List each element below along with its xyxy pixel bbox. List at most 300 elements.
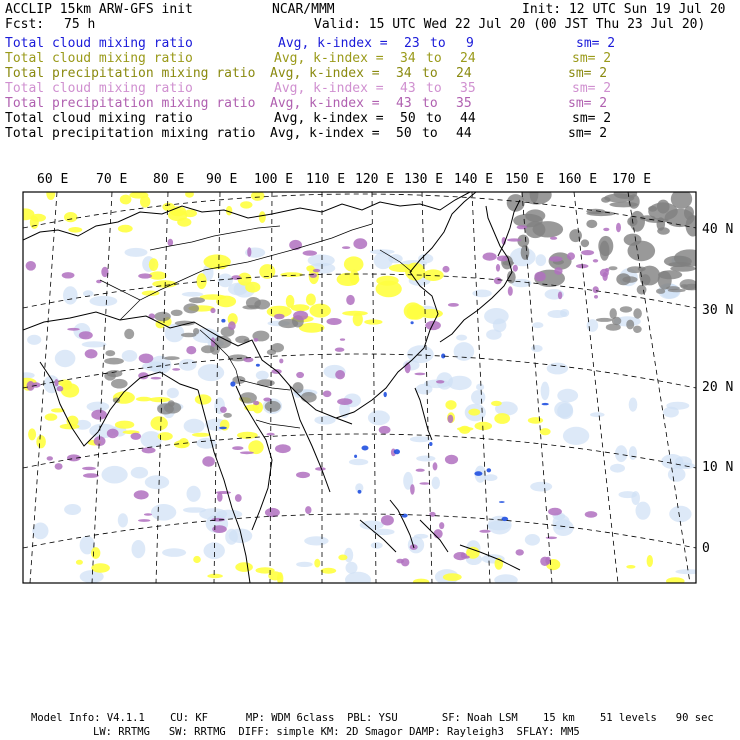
gray-field-patch <box>223 413 232 418</box>
blue-field-patch <box>354 455 357 458</box>
light-cloud-patch <box>370 249 395 254</box>
purple-field-patch <box>546 537 557 540</box>
light-cloud-patch <box>675 569 701 574</box>
purple-field-patch <box>534 272 545 282</box>
layer-smoothing: sm= 2 <box>572 51 612 66</box>
purple-field-patch <box>83 473 99 478</box>
purple-field-patch <box>293 311 308 321</box>
blue-field-patch <box>219 427 227 430</box>
purple-field-patch <box>436 380 444 383</box>
purple-field-patch <box>548 508 562 516</box>
purple-field-patch <box>496 264 500 272</box>
light-cloud-patch <box>198 364 224 381</box>
purple-field-patch <box>235 494 242 502</box>
gray-field-patch <box>171 310 183 316</box>
yellow-field-patch <box>404 302 423 319</box>
layer-k-start: 43 <box>396 96 412 111</box>
yellow-field-patch <box>64 212 77 222</box>
purple-field-patch <box>232 275 241 280</box>
blue-field-patch <box>499 501 505 503</box>
yellow-field-patch <box>36 435 46 448</box>
yellow-field-patch <box>240 201 252 208</box>
gray-field-patch <box>111 379 128 389</box>
yellow-field-patch <box>207 574 223 578</box>
purple-field-patch <box>335 370 345 379</box>
light-cloud-patch <box>140 431 161 448</box>
yellow-field-patch <box>28 428 36 440</box>
layer-k-start: 34 <box>396 66 412 81</box>
yellow-field-patch <box>46 187 55 200</box>
lat-label: 40 N <box>702 222 734 237</box>
purple-field-patch <box>410 484 415 495</box>
purple-field-patch <box>47 456 53 460</box>
purple-field-patch <box>220 407 227 413</box>
purple-field-patch <box>172 368 180 371</box>
purple-field-patch <box>274 314 285 320</box>
yellow-field-patch <box>204 254 231 269</box>
purple-field-patch <box>217 492 223 502</box>
gray-field-patch <box>609 266 618 270</box>
purple-field-patch <box>263 398 271 402</box>
purple-field-patch <box>79 331 93 339</box>
light-cloud-patch <box>368 410 390 425</box>
layer-to: to <box>422 96 438 111</box>
light-cloud-patch <box>162 548 186 557</box>
purple-field-patch <box>323 391 332 398</box>
lon-label: 80 E <box>153 172 185 187</box>
light-cloud-patch <box>360 521 384 530</box>
purple-field-patch <box>550 237 557 240</box>
lon-label: 130 E <box>404 172 444 187</box>
gray-field-patch <box>278 319 298 328</box>
yellow-field-patch <box>91 563 110 572</box>
yellow-field-patch <box>445 400 456 410</box>
layer-smoothing: sm= 2 <box>572 81 612 96</box>
layer-k-start: 50 <box>400 111 416 126</box>
light-cloud-patch <box>82 341 107 347</box>
layer-avg: Avg, k-index = <box>270 96 380 111</box>
gray-field-patch <box>189 297 205 303</box>
purple-field-patch <box>134 490 149 499</box>
layer-avg: Avg, k-index = <box>274 81 384 96</box>
light-cloud-patch <box>557 389 578 403</box>
yellow-field-patch <box>62 381 72 390</box>
purple-field-patch <box>151 377 162 380</box>
yellow-field-patch <box>177 218 191 227</box>
light-cloud-patch <box>131 467 148 479</box>
yellow-field-patch <box>216 296 236 308</box>
light-cloud-patch <box>418 254 433 264</box>
purple-field-patch <box>309 273 317 278</box>
purple-field-patch <box>57 386 64 391</box>
layer-to: to <box>426 111 442 126</box>
light-cloud-patch <box>118 513 128 527</box>
yellow-field-patch <box>68 227 82 233</box>
gray-field-patch <box>600 241 610 261</box>
gray-field-patch <box>610 202 638 208</box>
yellow-field-patch <box>149 258 159 271</box>
light-cloud-patch <box>349 459 368 465</box>
init-time: Init: 12 UTC Sun 19 Jul 20 <box>522 2 726 17</box>
yellow-field-patch <box>136 397 152 402</box>
light-cloud-patch <box>145 475 169 489</box>
purple-field-patch <box>346 295 355 305</box>
lon-label: 90 E <box>206 172 238 187</box>
gray-field-patch <box>626 320 634 330</box>
light-cloud-patch <box>416 456 435 462</box>
purple-field-patch <box>517 225 528 229</box>
purple-field-patch <box>448 303 459 307</box>
blue-field-patch <box>256 364 260 367</box>
lat-label: 30 N <box>702 303 734 318</box>
light-cloud-patch <box>663 407 679 418</box>
blue-field-patch <box>362 446 369 451</box>
model-title: ACCLIP 15km ARW-GFS init <box>5 2 193 17</box>
light-cloud-patch <box>256 371 269 380</box>
purple-field-patch <box>433 462 438 470</box>
gray-field-patch <box>596 318 613 322</box>
light-cloud-patch <box>132 540 146 558</box>
yellow-field-patch <box>338 555 347 561</box>
gray-field-patch <box>246 297 261 309</box>
model-info-line-2: LW: RRTMG SW: RRTMG DIFF: simple KM: 2D Smagor DAMP: Rayleigh3 SFLAY: MM5 <box>93 726 580 738</box>
purple-field-patch <box>253 401 259 405</box>
gray-field-patch <box>164 402 181 413</box>
purple-field-patch <box>139 354 154 364</box>
blue-field-patch <box>230 381 235 386</box>
gray-field-patch <box>656 289 665 294</box>
purple-field-patch <box>567 252 575 260</box>
light-cloud-patch <box>167 388 179 398</box>
light-cloud-patch <box>530 482 552 492</box>
layer-avg: Avg, k-index = <box>270 66 380 81</box>
yellow-field-patch <box>192 433 211 437</box>
light-cloud-patch <box>547 363 568 375</box>
light-cloud-patch <box>182 292 203 297</box>
lon-label: 70 E <box>96 172 128 187</box>
gray-field-patch <box>183 303 199 313</box>
yellow-field-patch <box>413 579 429 585</box>
gray-field-patch <box>624 234 642 246</box>
lat-label: 20 N <box>702 380 734 395</box>
purple-field-patch <box>558 292 562 300</box>
yellow-field-patch <box>468 409 480 416</box>
lon-label: 100 E <box>254 172 294 187</box>
purple-field-patch <box>340 338 345 340</box>
yellow-field-patch <box>321 568 336 574</box>
layer-name: Total precipitation mixing ratio <box>5 126 256 141</box>
purple-field-patch <box>186 346 196 354</box>
lon-label: 60 E <box>37 172 69 187</box>
yellow-field-patch <box>350 270 359 285</box>
light-cloud-patch <box>563 427 589 445</box>
purple-field-patch <box>296 472 310 478</box>
light-cloud-patch <box>471 390 485 404</box>
purple-field-patch <box>414 373 425 376</box>
layer-k-end: 9 <box>466 36 474 51</box>
light-cloud-patch <box>472 290 491 298</box>
blue-field-patch <box>474 471 482 476</box>
yellow-field-patch <box>193 556 201 563</box>
purple-field-patch <box>138 519 150 522</box>
purple-field-patch <box>232 446 243 450</box>
purple-field-patch <box>479 530 490 533</box>
light-cloud-patch <box>102 466 128 484</box>
layer-to: to <box>426 51 442 66</box>
light-cloud-patch <box>90 296 118 306</box>
layer-smoothing: sm= 2 <box>568 66 608 81</box>
yellow-field-patch <box>491 401 502 406</box>
light-cloud-patch <box>179 359 197 371</box>
light-cloud-patch <box>456 335 467 341</box>
gray-field-patch <box>674 249 705 266</box>
purple-field-patch <box>210 308 215 313</box>
purple-field-patch <box>439 522 444 529</box>
yellow-field-patch <box>16 208 35 220</box>
layer-avg: Avg, k-index = <box>274 51 384 66</box>
gray-field-patch <box>301 392 317 403</box>
light-cloud-patch <box>218 274 233 288</box>
layer-name: Total cloud mixing ratio <box>5 51 193 66</box>
yellow-field-patch <box>184 210 197 218</box>
purple-field-patch <box>303 250 317 255</box>
purple-field-patch <box>513 265 518 272</box>
gray-field-patch <box>503 261 515 266</box>
light-cloud-patch <box>125 248 148 257</box>
purple-field-patch <box>315 467 326 471</box>
gray-field-patch <box>154 312 170 322</box>
layer-k-start: 43 <box>400 81 416 96</box>
layer-k-end: 44 <box>456 126 472 141</box>
gray-field-patch <box>105 350 115 356</box>
purple-field-patch <box>508 286 513 296</box>
forecast-hour: 75 h <box>64 17 96 32</box>
light-cloud-patch <box>184 419 205 433</box>
gray-field-patch <box>637 285 647 295</box>
layer-k-start: 34 <box>400 51 416 66</box>
purple-field-patch <box>396 559 404 564</box>
blue-field-patch <box>429 442 432 446</box>
light-cloud-patch <box>560 309 569 317</box>
light-cloud-patch <box>388 254 402 263</box>
purple-field-patch <box>212 525 227 533</box>
layer-avg: Avg, k-index = <box>274 111 384 126</box>
light-cloud-patch <box>432 477 440 490</box>
light-cloud-patch <box>493 319 507 333</box>
light-cloud-patch <box>668 467 686 481</box>
purple-field-patch <box>327 318 342 325</box>
gray-field-patch <box>175 321 195 326</box>
purple-field-patch <box>85 349 98 358</box>
purple-field-patch <box>296 372 304 378</box>
gray-field-patch <box>686 215 701 237</box>
purple-field-patch <box>353 238 367 249</box>
blue-field-patch <box>542 403 549 405</box>
purple-field-patch <box>335 348 345 352</box>
purple-field-patch <box>416 469 425 472</box>
yellow-field-patch <box>494 413 510 424</box>
purple-field-patch <box>26 261 36 271</box>
gray-field-patch <box>293 382 304 393</box>
purple-field-patch <box>516 549 524 555</box>
yellow-field-patch <box>342 311 368 316</box>
light-cloud-patch <box>296 562 313 567</box>
yellow-field-patch <box>344 256 364 272</box>
yellow-field-patch <box>314 559 320 568</box>
gray-field-patch <box>586 220 597 228</box>
gray-field-patch <box>265 401 281 412</box>
gray-field-patch <box>657 227 670 234</box>
model-info-line-1: Model Info: V4.1.1 CU: KF MP: WDM 6class PBL: YSU SF: Noah LSM 15 km 51 levels 90 sec <box>31 712 714 724</box>
purple-field-patch <box>91 410 107 420</box>
light-cloud-patch <box>675 456 692 468</box>
purple-field-patch <box>342 246 350 249</box>
yellow-field-patch <box>158 432 173 440</box>
yellow-field-patch <box>256 567 275 573</box>
yellow-field-patch <box>115 421 134 429</box>
purple-field-patch <box>448 415 454 423</box>
layer-smoothing: sm= 2 <box>572 111 612 126</box>
light-cloud-patch <box>216 510 242 519</box>
purple-field-patch <box>379 426 391 434</box>
light-cloud-patch <box>187 486 201 502</box>
purple-field-patch <box>445 455 458 464</box>
layer-smoothing: sm= 2 <box>576 36 616 51</box>
layer-name: Total cloud mixing ratio <box>5 111 193 126</box>
layer-name: Total precipitation mixing ratio <box>5 66 256 81</box>
purple-field-patch <box>254 338 259 342</box>
layer-k-start: 23 <box>404 36 420 51</box>
lat-label: 0 <box>702 541 710 556</box>
yellow-field-patch <box>149 397 170 402</box>
gray-field-patch <box>620 306 632 312</box>
light-cloud-patch <box>183 507 206 513</box>
gray-field-patch <box>521 245 530 260</box>
lon-label: 110 E <box>306 172 346 187</box>
layer-name: Total precipitation mixing ratio <box>5 96 256 111</box>
yellow-field-patch <box>118 225 133 233</box>
light-cloud-patch <box>416 384 433 395</box>
purple-field-patch <box>507 238 521 241</box>
purple-field-patch <box>549 256 562 261</box>
light-cloud-patch <box>345 572 371 588</box>
lon-label: 120 E <box>355 172 395 187</box>
purple-field-patch <box>425 321 441 330</box>
light-cloud-patch <box>669 506 691 522</box>
yellow-field-patch <box>540 428 551 435</box>
purple-field-patch <box>107 429 119 439</box>
light-cloud-patch <box>610 464 625 473</box>
purple-field-patch <box>228 321 236 330</box>
purple-field-patch <box>540 557 549 566</box>
gray-field-patch <box>104 358 124 365</box>
layer-smoothing: sm= 2 <box>568 96 608 111</box>
yellow-field-patch <box>76 560 83 565</box>
purple-field-patch <box>616 223 621 233</box>
gray-field-patch <box>666 286 680 290</box>
light-cloud-patch <box>536 254 547 266</box>
purple-field-patch <box>461 552 466 558</box>
purple-field-patch <box>240 451 254 454</box>
light-cloud-patch <box>151 504 176 521</box>
purple-field-patch <box>585 511 598 518</box>
light-cloud-patch <box>629 398 638 412</box>
layer-to: to <box>430 36 446 51</box>
purple-field-patch <box>600 269 609 277</box>
purple-field-patch <box>593 259 598 262</box>
purple-field-patch <box>131 433 142 440</box>
yellow-field-patch <box>626 565 635 569</box>
light-cloud-patch <box>304 536 328 545</box>
purple-field-patch <box>82 467 96 470</box>
light-cloud-patch <box>410 436 431 442</box>
yellow-field-patch <box>528 417 543 424</box>
blue-field-patch <box>221 319 225 323</box>
layer-avg: Avg, k-index = <box>278 36 388 51</box>
gray-field-patch <box>107 370 123 377</box>
gray-field-patch <box>257 379 275 386</box>
blue-field-patch <box>487 468 492 472</box>
lon-label: 170 E <box>612 172 652 187</box>
blue-field-patch <box>384 392 387 397</box>
gray-field-patch <box>648 202 678 220</box>
light-cloud-patch <box>532 322 543 328</box>
purple-field-patch <box>211 337 215 347</box>
light-cloud-patch <box>308 254 335 266</box>
purple-field-patch <box>581 250 594 255</box>
yellow-field-patch <box>306 294 316 306</box>
layer-k-end: 35 <box>460 81 476 96</box>
layer-k-end: 35 <box>456 96 472 111</box>
light-cloud-patch <box>494 574 518 585</box>
purple-field-patch <box>313 269 320 272</box>
yellow-field-patch <box>45 413 58 420</box>
purple-field-patch <box>381 515 394 525</box>
yellow-field-patch <box>286 295 295 308</box>
purple-field-patch <box>202 456 215 466</box>
light-cloud-patch <box>541 382 550 401</box>
light-cloud-patch <box>476 384 484 391</box>
purple-field-patch <box>419 482 429 484</box>
gray-field-patch <box>525 209 545 222</box>
light-cloud-patch <box>27 335 41 345</box>
yellow-field-patch <box>120 195 132 205</box>
valid-time: Valid: 15 UTC Wed 22 Jul 20 (00 JST Thu 23 Jul 20) <box>314 17 706 32</box>
gray-field-patch <box>193 328 199 335</box>
light-cloud-patch <box>122 350 138 362</box>
purple-field-patch <box>305 506 311 514</box>
purple-field-patch <box>168 239 174 247</box>
lat-label: 10 N <box>702 460 734 475</box>
purple-field-patch <box>594 295 598 299</box>
lon-label: 160 E <box>558 172 598 187</box>
purple-field-patch <box>67 328 80 331</box>
light-cloud-patch <box>63 286 78 304</box>
purple-field-patch <box>603 228 609 231</box>
purple-field-patch <box>483 253 497 261</box>
light-cloud-patch <box>636 502 651 520</box>
purple-field-patch <box>138 273 152 278</box>
light-cloud-patch <box>55 350 76 367</box>
yellow-field-patch <box>443 573 462 581</box>
yellow-field-patch <box>60 424 80 430</box>
light-cloud-patch <box>619 491 637 498</box>
yellow-field-patch <box>259 211 266 223</box>
yellow-field-patch <box>666 577 685 585</box>
yellow-field-patch <box>376 281 402 298</box>
gray-field-patch <box>569 229 582 242</box>
gray-field-patch <box>606 324 621 331</box>
